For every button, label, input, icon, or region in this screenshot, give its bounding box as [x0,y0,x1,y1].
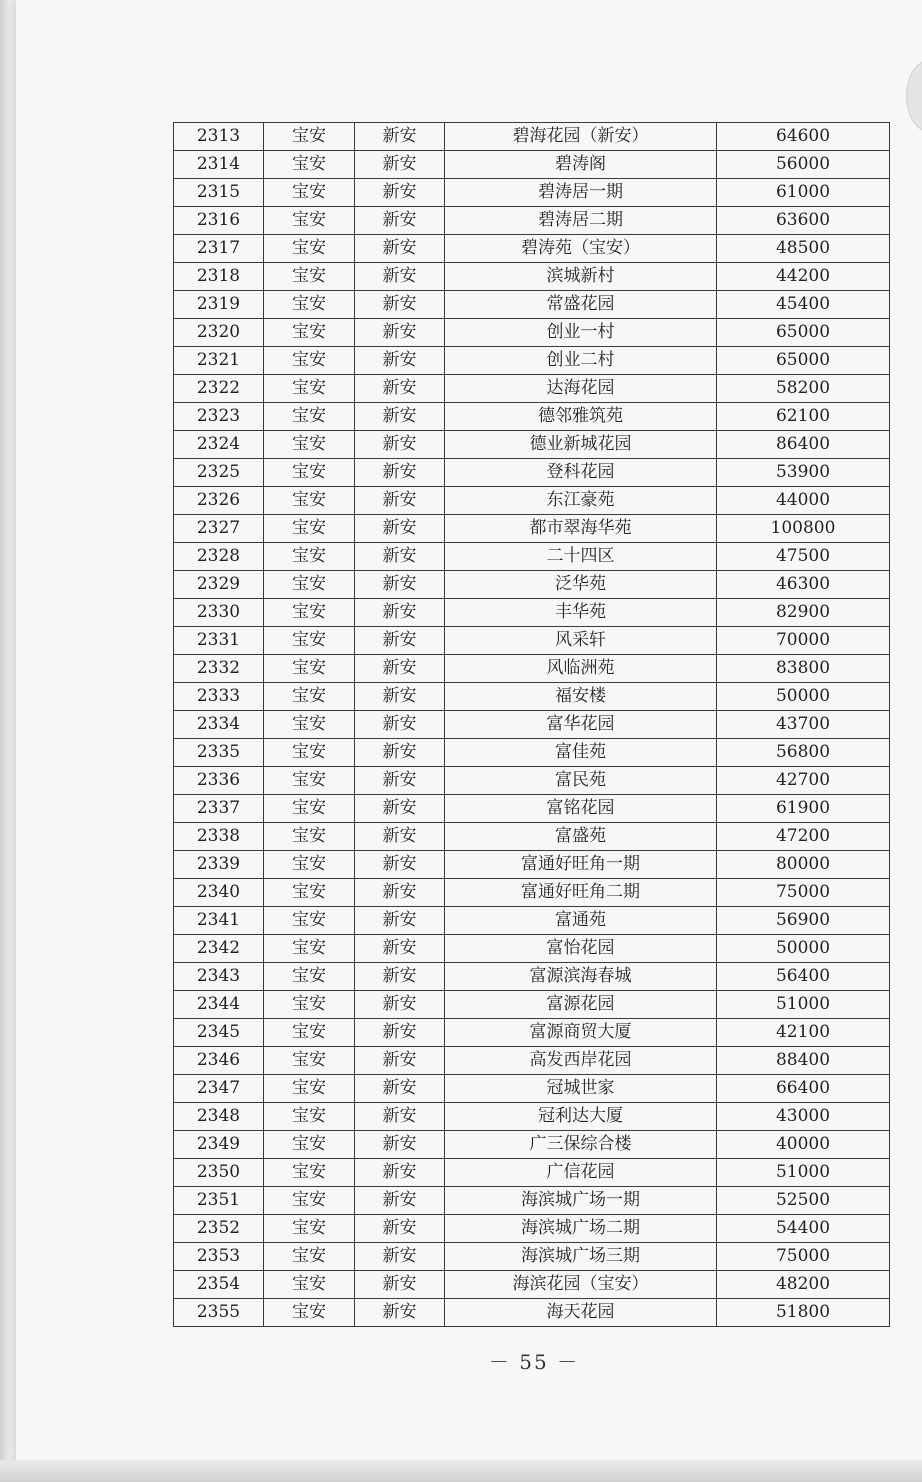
cell-district: 宝安 [264,375,355,403]
cell-subdistrict: 新安 [355,515,445,543]
cell-number: 2318 [174,263,264,291]
table-row [174,739,890,767]
table-row [174,1271,890,1299]
table-row [174,711,890,739]
cell-community-name: 富华花园 [445,711,717,739]
table-row [174,347,890,375]
cell-community-name: 德业新城花园 [445,431,717,459]
table-row [174,1131,890,1159]
cell-number: 2353 [174,1243,264,1271]
cell-number: 2345 [174,1019,264,1047]
cell-price: 40000 [717,1131,890,1159]
cell-district: 宝安 [264,599,355,627]
cell-community-name: 滨城新村 [445,263,717,291]
cell-subdistrict: 新安 [355,935,445,963]
table-row [174,879,890,907]
table-row [174,179,890,207]
cell-number: 2332 [174,655,264,683]
cell-price: 42700 [717,767,890,795]
table-row [174,235,890,263]
cell-community-name: 海滨花园（宝安） [445,1271,717,1299]
cell-district: 宝安 [264,235,355,263]
cell-price: 75000 [717,879,890,907]
table-row [174,1299,890,1327]
cell-number: 2331 [174,627,264,655]
cell-price: 48200 [717,1271,890,1299]
cell-number: 2347 [174,1075,264,1103]
cell-district: 宝安 [264,823,355,851]
cell-subdistrict: 新安 [355,1271,445,1299]
cell-price: 52500 [717,1187,890,1215]
cell-subdistrict: 新安 [355,263,445,291]
table-row [174,263,890,291]
cell-subdistrict: 新安 [355,963,445,991]
cell-number: 2346 [174,1047,264,1075]
cell-district: 宝安 [264,991,355,1019]
cell-community-name: 富通苑 [445,907,717,935]
cell-price: 56400 [717,963,890,991]
cell-subdistrict: 新安 [355,907,445,935]
cell-price: 44000 [717,487,890,515]
table-row [174,1075,890,1103]
table-row [174,963,890,991]
cell-number: 2344 [174,991,264,1019]
cell-price: 47500 [717,543,890,571]
cell-price: 44200 [717,263,890,291]
cell-subdistrict: 新安 [355,291,445,319]
table-row [174,123,890,151]
cell-subdistrict: 新安 [355,459,445,487]
table-row [174,1019,890,1047]
cell-price: 64600 [717,123,890,151]
cell-subdistrict: 新安 [355,319,445,347]
cell-subdistrict: 新安 [355,123,445,151]
cell-district: 宝安 [264,767,355,795]
cell-number: 2325 [174,459,264,487]
table-row [174,403,890,431]
cell-price: 65000 [717,347,890,375]
cell-price: 51000 [717,1159,890,1187]
cell-subdistrict: 新安 [355,1299,445,1327]
cell-number: 2338 [174,823,264,851]
cell-district: 宝安 [264,403,355,431]
cell-community-name: 冠城世家 [445,1075,717,1103]
table-row [174,627,890,655]
table-row [174,207,890,235]
cell-subdistrict: 新安 [355,487,445,515]
table-row [174,935,890,963]
cell-district: 宝安 [264,431,355,459]
cell-community-name: 海天花园 [445,1299,717,1327]
cell-community-name: 二十四区 [445,543,717,571]
cell-district: 宝安 [264,683,355,711]
cell-price: 100800 [717,515,890,543]
cell-subdistrict: 新安 [355,739,445,767]
cell-number: 2343 [174,963,264,991]
cell-subdistrict: 新安 [355,179,445,207]
cell-community-name: 富通好旺角一期 [445,851,717,879]
cell-price: 56900 [717,907,890,935]
cell-price: 83800 [717,655,890,683]
cell-number: 2317 [174,235,264,263]
cell-district: 宝安 [264,571,355,599]
cell-price: 47200 [717,823,890,851]
cell-price: 50000 [717,683,890,711]
table-row [174,151,890,179]
cell-subdistrict: 新安 [355,991,445,1019]
cell-number: 2315 [174,179,264,207]
cell-district: 宝安 [264,1019,355,1047]
cell-district: 宝安 [264,1159,355,1187]
cell-number: 2340 [174,879,264,907]
cell-community-name: 创业一村 [445,319,717,347]
cell-community-name: 广信花园 [445,1159,717,1187]
page-number: － 55 － [488,1350,580,1374]
cell-number: 2327 [174,515,264,543]
cell-community-name: 东江豪苑 [445,487,717,515]
cell-subdistrict: 新安 [355,655,445,683]
cell-district: 宝安 [264,1271,355,1299]
cell-district: 宝安 [264,347,355,375]
cell-community-name: 海滨城广场二期 [445,1215,717,1243]
table-row [174,1215,890,1243]
cell-subdistrict: 新安 [355,683,445,711]
cell-district: 宝安 [264,291,355,319]
cell-community-name: 海滨城广场三期 [445,1243,717,1271]
cell-district: 宝安 [264,515,355,543]
table-row [174,571,890,599]
cell-subdistrict: 新安 [355,151,445,179]
cell-price: 82900 [717,599,890,627]
cell-number: 2352 [174,1215,264,1243]
cell-number: 2326 [174,487,264,515]
cell-community-name: 风临洲苑 [445,655,717,683]
cell-number: 2328 [174,543,264,571]
cell-number: 2319 [174,291,264,319]
cell-price: 43000 [717,1103,890,1131]
table-row [174,515,890,543]
cell-number: 2316 [174,207,264,235]
cell-number: 2333 [174,683,264,711]
cell-subdistrict: 新安 [355,347,445,375]
cell-district: 宝安 [264,739,355,767]
cell-subdistrict: 新安 [355,1243,445,1271]
cell-community-name: 碧涛居一期 [445,179,717,207]
cell-district: 宝安 [264,851,355,879]
cell-community-name: 福安楼 [445,683,717,711]
cell-price: 75000 [717,1243,890,1271]
cell-subdistrict: 新安 [355,207,445,235]
table-row [174,459,890,487]
cell-community-name: 富源滨海春城 [445,963,717,991]
cell-price: 46300 [717,571,890,599]
table-row [174,1159,890,1187]
cell-district: 宝安 [264,263,355,291]
cell-number: 2336 [174,767,264,795]
cell-price: 51000 [717,991,890,1019]
bottom-edge-shadow [0,1460,922,1482]
cell-number: 2342 [174,935,264,963]
cell-price: 66400 [717,1075,890,1103]
cell-district: 宝安 [264,543,355,571]
cell-community-name: 丰华苑 [445,599,717,627]
cell-price: 70000 [717,627,890,655]
table-row [174,683,890,711]
cell-community-name: 都市翠海华苑 [445,515,717,543]
cell-number: 2349 [174,1131,264,1159]
cell-community-name: 富佳苑 [445,739,717,767]
cell-subdistrict: 新安 [355,1047,445,1075]
table-row [174,375,890,403]
cell-price: 58200 [717,375,890,403]
cell-price: 43700 [717,711,890,739]
cell-subdistrict: 新安 [355,571,445,599]
cell-price: 45400 [717,291,890,319]
cell-price: 56800 [717,739,890,767]
cell-district: 宝安 [264,179,355,207]
table-row [174,851,890,879]
cell-community-name: 碧海花园（新安） [445,123,717,151]
cell-number: 2348 [174,1103,264,1131]
cell-community-name: 碧涛居二期 [445,207,717,235]
price-table-body [174,123,890,1327]
cell-subdistrict: 新安 [355,1103,445,1131]
cell-district: 宝安 [264,1187,355,1215]
cell-district: 宝安 [264,1131,355,1159]
cell-price: 80000 [717,851,890,879]
cell-subdistrict: 新安 [355,403,445,431]
cell-price: 65000 [717,319,890,347]
table-row [174,543,890,571]
cell-price: 86400 [717,431,890,459]
table-row [174,1103,890,1131]
cell-subdistrict: 新安 [355,543,445,571]
cell-number: 2330 [174,599,264,627]
cell-price: 62100 [717,403,890,431]
cell-subdistrict: 新安 [355,1019,445,1047]
cell-price: 61900 [717,795,890,823]
cell-district: 宝安 [264,1103,355,1131]
cell-subdistrict: 新安 [355,431,445,459]
cell-subdistrict: 新安 [355,1215,445,1243]
cell-number: 2334 [174,711,264,739]
cell-number: 2322 [174,375,264,403]
cell-district: 宝安 [264,319,355,347]
cell-community-name: 广三保综合楼 [445,1131,717,1159]
cell-price: 61000 [717,179,890,207]
table-row [174,1243,890,1271]
cell-number: 2335 [174,739,264,767]
cell-community-name: 碧涛苑（宝安） [445,235,717,263]
cell-price: 88400 [717,1047,890,1075]
cell-number: 2355 [174,1299,264,1327]
cell-subdistrict: 新安 [355,1159,445,1187]
cell-community-name: 富源商贸大厦 [445,1019,717,1047]
table-row [174,487,890,515]
cell-community-name: 德邻雅筑苑 [445,403,717,431]
table-row [174,655,890,683]
table-row [174,991,890,1019]
cell-community-name: 冠利达大厦 [445,1103,717,1131]
cell-district: 宝安 [264,963,355,991]
cell-number: 2321 [174,347,264,375]
cell-community-name: 高发西岸花园 [445,1047,717,1075]
cell-community-name: 登科花园 [445,459,717,487]
cell-price: 54400 [717,1215,890,1243]
cell-district: 宝安 [264,487,355,515]
cell-price: 63600 [717,207,890,235]
cell-price: 53900 [717,459,890,487]
cell-subdistrict: 新安 [355,599,445,627]
cell-district: 宝安 [264,1075,355,1103]
cell-subdistrict: 新安 [355,711,445,739]
cell-subdistrict: 新安 [355,879,445,907]
cell-community-name: 富怡花园 [445,935,717,963]
cell-number: 2320 [174,319,264,347]
cell-community-name: 常盛花园 [445,291,717,319]
cell-number: 2329 [174,571,264,599]
cell-price: 50000 [717,935,890,963]
cell-district: 宝安 [264,907,355,935]
cell-district: 宝安 [264,627,355,655]
cell-district: 宝安 [264,935,355,963]
cell-district: 宝安 [264,151,355,179]
cell-community-name: 海滨城广场一期 [445,1187,717,1215]
cell-number: 2350 [174,1159,264,1187]
table-row [174,1047,890,1075]
table-row [174,431,890,459]
cell-number: 2341 [174,907,264,935]
cell-community-name: 泛华苑 [445,571,717,599]
cell-subdistrict: 新安 [355,1075,445,1103]
cell-community-name: 富盛苑 [445,823,717,851]
table-row [174,599,890,627]
table-row [174,795,890,823]
cell-subdistrict: 新安 [355,795,445,823]
cell-district: 宝安 [264,795,355,823]
cell-community-name: 富民苑 [445,767,717,795]
cell-community-name: 富源花园 [445,991,717,1019]
cell-price: 42100 [717,1019,890,1047]
table-row [174,767,890,795]
cell-subdistrict: 新安 [355,1131,445,1159]
cell-subdistrict: 新安 [355,851,445,879]
cell-subdistrict: 新安 [355,375,445,403]
cell-number: 2354 [174,1271,264,1299]
table-row [174,907,890,935]
cell-district: 宝安 [264,1215,355,1243]
cell-district: 宝安 [264,655,355,683]
table-row [174,823,890,851]
cell-district: 宝安 [264,207,355,235]
cell-number: 2351 [174,1187,264,1215]
cell-subdistrict: 新安 [355,767,445,795]
price-table [173,122,890,1327]
cell-number: 2339 [174,851,264,879]
cell-number: 2337 [174,795,264,823]
cell-number: 2324 [174,431,264,459]
table-row [174,291,890,319]
cell-district: 宝安 [264,123,355,151]
cell-subdistrict: 新安 [355,235,445,263]
cell-price: 56000 [717,151,890,179]
cell-subdistrict: 新安 [355,1187,445,1215]
cell-subdistrict: 新安 [355,627,445,655]
cell-district: 宝安 [264,1299,355,1327]
cell-district: 宝安 [264,879,355,907]
cell-number: 2314 [174,151,264,179]
table-row [174,319,890,347]
cell-price: 51800 [717,1299,890,1327]
cell-district: 宝安 [264,1243,355,1271]
cell-subdistrict: 新安 [355,823,445,851]
page-edge-shadow [906,60,922,132]
cell-number: 2313 [174,123,264,151]
cell-community-name: 富铭花园 [445,795,717,823]
cell-district: 宝安 [264,711,355,739]
cell-district: 宝安 [264,1047,355,1075]
cell-number: 2323 [174,403,264,431]
cell-community-name: 达海花园 [445,375,717,403]
cell-community-name: 风采轩 [445,627,717,655]
cell-community-name: 碧涛阁 [445,151,717,179]
cell-district: 宝安 [264,459,355,487]
cell-community-name: 富通好旺角二期 [445,879,717,907]
cell-community-name: 创业二村 [445,347,717,375]
table-row [174,1187,890,1215]
cell-price: 48500 [717,235,890,263]
